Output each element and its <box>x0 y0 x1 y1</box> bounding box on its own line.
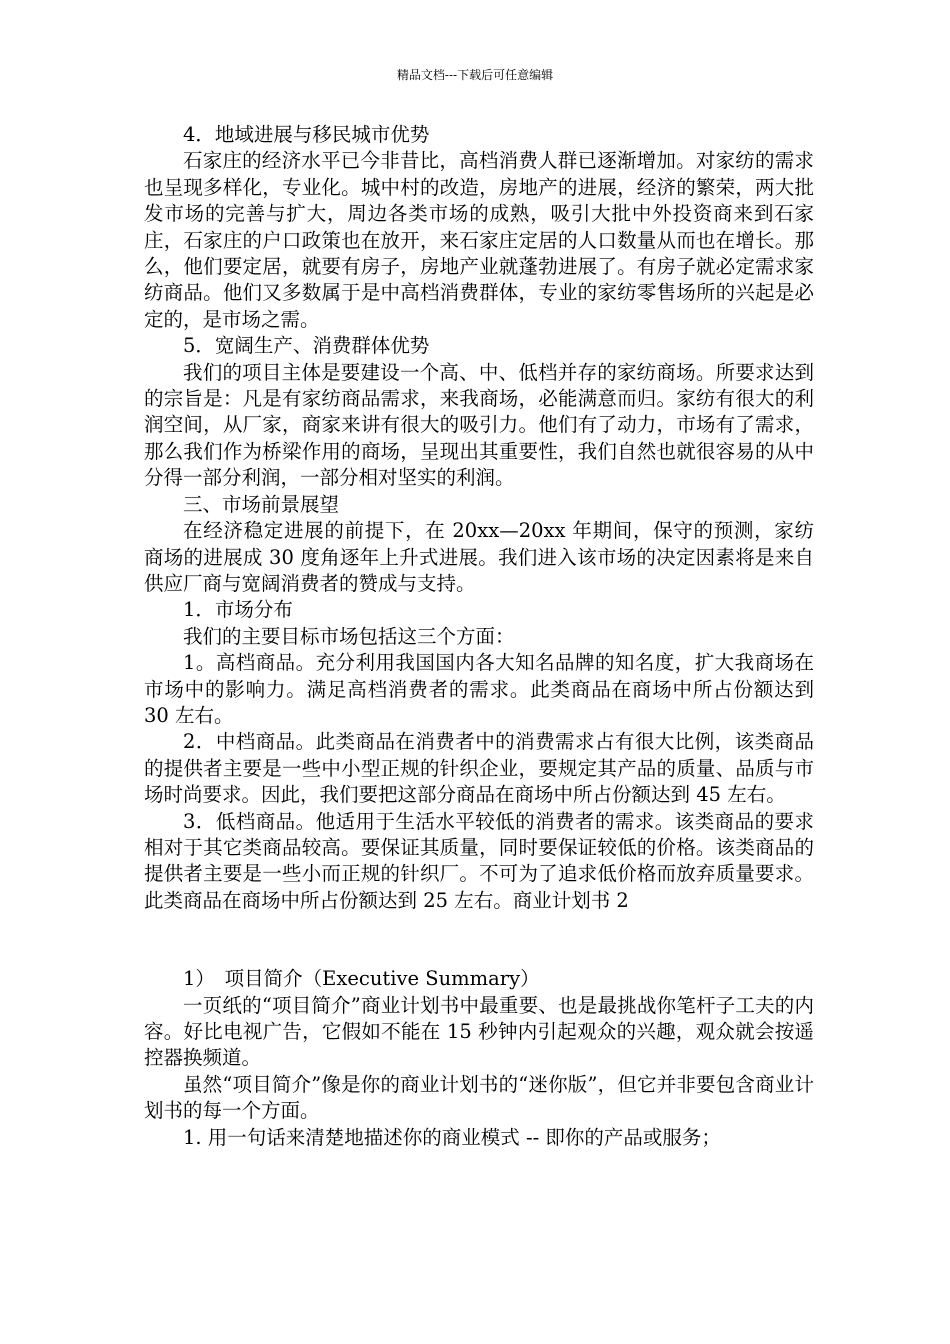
list-item: 1. 用一句话来清楚地描述你的商业模式 -- 即你的产品或服务； <box>183 1125 721 1149</box>
page-header: 精品文档---下载后可任意编辑 <box>396 68 554 82</box>
paragraph: 石家庄的经济水平已今非昔比，高档消费人群已逐渐增加。对家纺的需求也呈现多样化，专业化。城中村的改造，房地产的进展，经济的繁荣，两大批发市场的完善与扩大，周边各类市场的成熟，吸引大批中外投资商来到石家庄，石家庄的户口政策也在放开，来石家庄定居的人口数量从而也在增长。那么，他们要定居，就要有房子，房地产业就蓬勃进展了。有房子就必定需求家纺商品。他们又多数属于是中高档消费群体，专业的家纺零售场所的兴起是必定的，是市场之需。 <box>144 149 814 331</box>
section-heading: 1．市场分布 <box>183 598 293 622</box>
section-heading: 三、市场前景展望 <box>183 492 340 516</box>
section-heading: 5．宽阔生产、消费群体优势 <box>183 334 430 358</box>
section-heading: 4．地域进展与移民城市优势 <box>183 123 430 146</box>
paragraph: 我们的主要目标市场包括这三个方面： <box>183 624 515 648</box>
section-heading: 1） 项目简介（Executive Summary） <box>183 967 540 991</box>
document-body <box>144 122 814 1151</box>
paragraph: 在经济稳定进展的前提下，在 20xx—20xx 年期间，保守的预测，家纺商场的进展成 30 度角逐年上升式进展。我们进入该市场的决定因素将是来自供应厂商与宽阔消费者的赞成与支持。 <box>144 519 814 595</box>
section-gap <box>144 914 814 966</box>
list-item: 1。高档商品。充分利用我国国内各大知名品牌的知名度，扩大我商场在市场中的影响力。满足高档消费者的需求。此类商品在商场中所占份额达到 30 左右。 <box>144 651 814 727</box>
list-item: 3．低档商品。他适用于生活水平较低的消费者的需求。该类商品的要求相对于其它类商品较高。要保证其质量，同时要保证较低的价格。该类商品的提供者主要是一些小而正规的针织厂。不可为了追求低价格而放弃质量要求。此类商品在商场中所占份额达到 25 左右。商业计划书 2 <box>144 809 814 912</box>
paragraph: 一页纸的“项目简介”商业计划书中最重要、也是最挑战你笔杆子工夫的内容。好比电视广告，它假如不能在 15 秒钟内引起观众的兴趣，观众就会按遥控器换频道。 <box>144 993 814 1070</box>
paragraph: 我们的项目主体是要建设一个高、中、低档并存的家纺商场。所要求达到的宗旨是：凡是有家纺商品需求，来我商场，必能满意而归。家纺有很大的利润空间，从厂家，商家来讲有很大的吸引力。他们有了动力，市场有了需求，那么我们作为桥梁作用的商场，呈现出其重要性，我们自然也就很容易的从中分得一部分利润，一部分相对坚实的利润。 <box>144 360 814 490</box>
paragraph: 虽然“项目简介”像是你的商业计划书的“迷你版”，但它并非要包含商业计划书的每一个方面。 <box>144 1072 814 1123</box>
list-item: 2．中档商品。此类商品在消费者中的消费需求占有很大比例，该类商品的提供者主要是一些中小型正规的针织企业，要规定其产品的质量、品质与市场时尚要求。因此，我们要把这部分商品在商场中所占份额达到 45 左右。 <box>144 730 814 807</box>
